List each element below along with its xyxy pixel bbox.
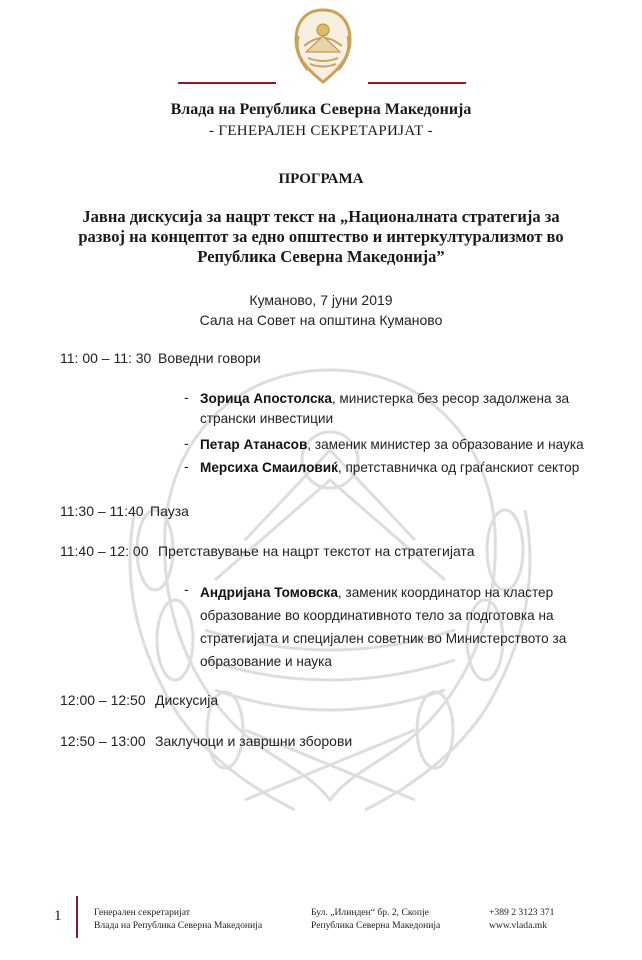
schedule-activity: Дискусија bbox=[155, 692, 219, 708]
speaker-name: Андријана Томовска bbox=[200, 585, 338, 600]
schedule-time: 12:50 – 13:00 bbox=[60, 733, 146, 749]
schedule-activity: Пауза bbox=[150, 503, 189, 519]
footer-phone: +389 2 3123 371 bbox=[489, 907, 555, 918]
page-number: 1 bbox=[54, 908, 62, 924]
footer-line: Бул. „Илинден“ бр. 2, Скопје bbox=[311, 907, 429, 918]
speaker-item bbox=[200, 389, 600, 429]
bullet-dash: - bbox=[184, 389, 189, 405]
schedule-activity: Воведни говори bbox=[158, 350, 261, 366]
footer-website: www.vlada.mk bbox=[489, 920, 547, 931]
speaker-role: , заменик координатор на кластер образование во координативното тело за подготовка на стратегијата и специјален советник во Министерството за образование и наука bbox=[200, 585, 567, 669]
footer-line: Република Северна Македонија bbox=[311, 920, 441, 931]
footer-contact bbox=[489, 906, 554, 932]
schedule-time: 11:30 – 11:40 bbox=[60, 503, 144, 519]
header-rule-left bbox=[178, 82, 276, 84]
coat-of-arms-emblem bbox=[290, 6, 356, 86]
department-name: - ГЕНЕРАЛЕН СЕКРЕТАРИЈАТ - bbox=[209, 123, 433, 139]
speaker-role: , министерка без ресор задолжена за странски инвестиции bbox=[200, 391, 570, 426]
speaker-item bbox=[200, 435, 600, 455]
government-name: Влада на Република Северна Македонија bbox=[170, 101, 472, 118]
schedule-time: 12:00 – 12:50 bbox=[60, 692, 146, 708]
schedule-activity: Заклучоци и завршни зборови bbox=[155, 733, 353, 749]
speaker-name: Мерсиха Смаиловиќ bbox=[200, 460, 338, 475]
event-subject: Јавна дискусија за нацрт текст на „Националната стратегија за развој на концептот за едно општество и интеркултурализмот во Република Северна Македонија” bbox=[78, 207, 564, 266]
bullet-dash: - bbox=[184, 435, 189, 451]
event-date: Куманово, 7 јуни 2019 bbox=[249, 292, 393, 308]
speaker-role: , заменик министер за образование и наука bbox=[307, 437, 584, 452]
header-rule-right bbox=[368, 82, 466, 84]
footer-org bbox=[94, 906, 262, 932]
footer-line: Генерален секретаријат bbox=[94, 907, 190, 918]
bullet-dash: - bbox=[184, 458, 189, 474]
place-date bbox=[0, 290, 642, 330]
document-title: ПРОГРАМА bbox=[278, 171, 364, 187]
bullet-dash: - bbox=[184, 581, 189, 597]
event-venue: Сала на Совет на општина Куманово bbox=[199, 312, 443, 328]
footer-line: Влада на Република Северна Македонија bbox=[94, 920, 263, 931]
footer-rule bbox=[76, 896, 78, 938]
schedule-activity: Претставување на нацрт текстот на стратегијата bbox=[158, 543, 475, 559]
footer-address bbox=[311, 906, 440, 932]
schedule-time: 11:40 – 12: 00 bbox=[60, 543, 149, 559]
speaker-item bbox=[200, 458, 600, 478]
speaker-name: Петар Атанасов bbox=[200, 437, 308, 452]
speaker-item bbox=[200, 581, 580, 673]
speaker-name: Зорица Апостолска bbox=[200, 391, 332, 406]
speaker-role: , претставничка од граѓанскиот сектор bbox=[337, 460, 580, 475]
schedule-time: 11: 00 – 11: 30 bbox=[60, 350, 152, 366]
